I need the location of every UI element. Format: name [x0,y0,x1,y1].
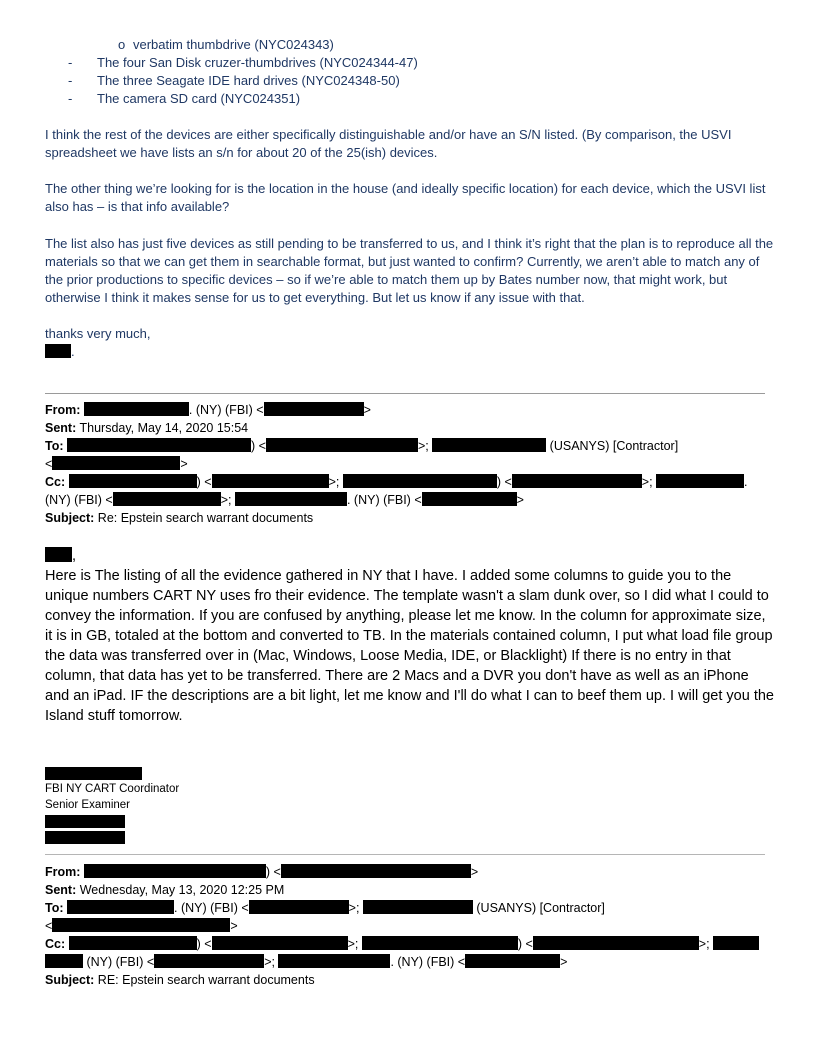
list-item [45,72,785,90]
signoff [45,343,75,361]
redaction-block [67,438,251,452]
divider [45,393,765,394]
subject-label: Subject: [45,973,95,987]
redaction-block [45,831,125,844]
to-text: (USANYS) [Contractor] [472,901,605,915]
redaction-block [432,438,546,452]
redaction-block [278,954,390,968]
subject-label: Subject: [45,511,95,525]
redaction-block [45,767,142,780]
redaction-block [363,900,473,914]
to-text: >; [417,439,433,453]
redaction-block [113,492,221,506]
greeting-punct: , [72,548,77,564]
cc-text: (NY) (FBI) < [45,493,113,507]
redaction-block [45,815,125,828]
from-label: From: [45,865,81,879]
redaction-block [45,954,83,968]
from-line [45,401,775,419]
sent-value: Thursday, May 14, 2020 15:54 [79,421,249,435]
cc-line [45,473,775,491]
from-text: > [470,865,479,879]
cc-text: ) < [196,937,212,951]
from-text: . (NY) (FBI) < [188,403,264,417]
to-text: < [45,457,53,471]
cc-text: . [744,475,748,489]
from-text: ) < [265,865,281,879]
to-text: (USANYS) [Contractor] [546,439,679,453]
cc-text: >; [698,937,714,951]
from-line [45,863,775,881]
redaction-block [533,936,699,950]
from-label: From: [45,403,81,417]
cc-text: >; [264,955,279,969]
to-line [45,437,775,455]
redaction-block [713,936,759,950]
bullet-marker: - [68,55,73,70]
bullet-text: The three Seagate IDE hard drives (NYC024348-50) [97,73,400,88]
cc-text: . (NY) (FBI) < [346,493,422,507]
redaction-block [69,936,197,950]
cc-text: . (NY) (FBI) < [390,955,466,969]
paragraph-pending-transfer: The list also has just five devices as still pending to be transferred to us, and I think it’s right that the plan is to reproduce all the materials so that we can get them in searchable format, but just wanted to confirm? Currently, we aren’t able to match any of the prior productions to specific devices – so if we’re able to match them up by Bates number now, that might work, but otherwise I think it makes sense for us to get everything. But let us know if any issue with that. [45,236,774,305]
cc-text: > [516,493,524,507]
sent-value: Wednesday, May 13, 2020 12:25 PM [79,883,285,897]
cc-text: >; [641,475,657,489]
device-bullet-list [45,36,785,108]
bullet-text: verbatim thumbdrive (NYC024343) [133,37,334,52]
to-text: ) < [251,439,266,453]
redaction-block [84,402,189,416]
bullet-text: The four San Disk cruzer-thumbdrives (NYC024344-47) [97,55,418,70]
redaction-block [45,344,71,358]
sent-line [45,881,775,899]
redaction-block [362,936,518,950]
cc-text: ) < [517,937,533,951]
signature-role: Senior Examiner [45,799,131,811]
redaction-block [656,474,744,488]
redaction-block [281,864,471,878]
redaction-block [465,954,560,968]
redaction-block [512,474,642,488]
redaction-block [154,954,264,968]
cc-label: Cc: [45,937,66,951]
bullet-marker: - [68,91,73,106]
redaction-block [52,918,230,932]
sent-label: Sent: [45,421,77,435]
to-text: < [45,919,53,933]
subject-value: RE: Epstein search warrant documents [97,973,315,987]
redaction-block [212,936,348,950]
redaction-block [266,438,418,452]
subject-line [45,971,775,989]
signoff-punct: . [71,344,75,359]
sent-line [45,419,775,437]
signature-name-redaction [45,767,142,780]
paragraph-serial-numbers: I think the rest of the devices are either specifically distinguishable and/or have an S/N listed. (By comparison, the USVI spreadsheet we have lists an s/n for about 20 of the 25(ish) devices. [45,127,732,160]
email-header-2 [45,863,775,989]
signature-contact-redaction [45,815,125,828]
cc-text: >; [220,493,235,507]
to-line [45,899,775,917]
redaction-block [249,900,349,914]
to-label: To: [45,439,64,453]
paragraph-thanks: thanks very much, [45,326,151,341]
redaction-block [69,474,197,488]
list-item [45,36,785,54]
cc-line [45,935,775,953]
to-text: . (NY) (FBI) < [174,901,249,915]
bullet-marker: - [68,73,73,88]
redaction-block [235,492,347,506]
greeting [45,546,775,566]
signature-contact-redaction [45,831,125,844]
subject-line [45,509,775,527]
cc-text: >; [328,475,343,489]
cc-label: Cc: [45,475,66,489]
subject-value: Re: Epstein search warrant documents [97,511,314,525]
to-text: >; [348,901,363,915]
cc-text: >; [347,937,362,951]
redaction-block [343,474,497,488]
cc-text: > [560,955,568,969]
bullet-marker: o [118,37,126,52]
cc-text: ) < [196,475,212,489]
redaction-block [422,492,517,506]
to-line-2 [45,455,775,473]
signature-title: FBI NY CART Coordinator [45,783,180,795]
from-text: > [363,403,371,417]
redaction-block [45,547,72,562]
paragraph-location: The other thing we’re looking for is the location in the house (and ideally specific location) for each device, which the USVI list also has – is that info available? [45,181,766,214]
divider [45,854,765,855]
redaction-block [264,402,364,416]
cc-line-2 [45,953,775,971]
cc-text: (NY) (FBI) < [83,955,155,969]
to-text: > [180,457,188,471]
cc-text: ) < [496,475,512,489]
list-item [45,54,785,72]
cc-line-2 [45,491,775,509]
redaction-block [67,900,174,914]
list-item [45,90,785,108]
to-label: To: [45,901,64,915]
email-body: Here is The listing of all the evidence gathered in NY that I have. I added some columns to guide you to the unique numbers CART NY uses fro their evidence. The template wasn't a slam dunk over, so I did what I could to convey the information. If you are confused by anything, please let me know. In the column for approximate size, it is in GB, totaled at the bottom and converted to TB. In the materials contained column, I put what load file group the data was transferred over in (Mac, Windows, Loose Media, IDE, or Blacklight) If there is no entry in that column, that data has yet to be transferred. There are 2 Macs and a DVR you don't have as well as an iPhone and an iPad. IF the descriptions are a bit light, let me know and I'll do what I can to beef them up. I will get you the Island stuff tomorrow. [45,568,774,724]
bullet-text: The camera SD card (NYC024351) [97,91,301,106]
redaction-block [52,456,180,470]
sent-label: Sent: [45,883,77,897]
to-line-2 [45,917,775,935]
redaction-block [84,864,266,878]
redaction-block [212,474,329,488]
to-text: > [230,919,238,933]
email-header-1 [45,401,775,527]
